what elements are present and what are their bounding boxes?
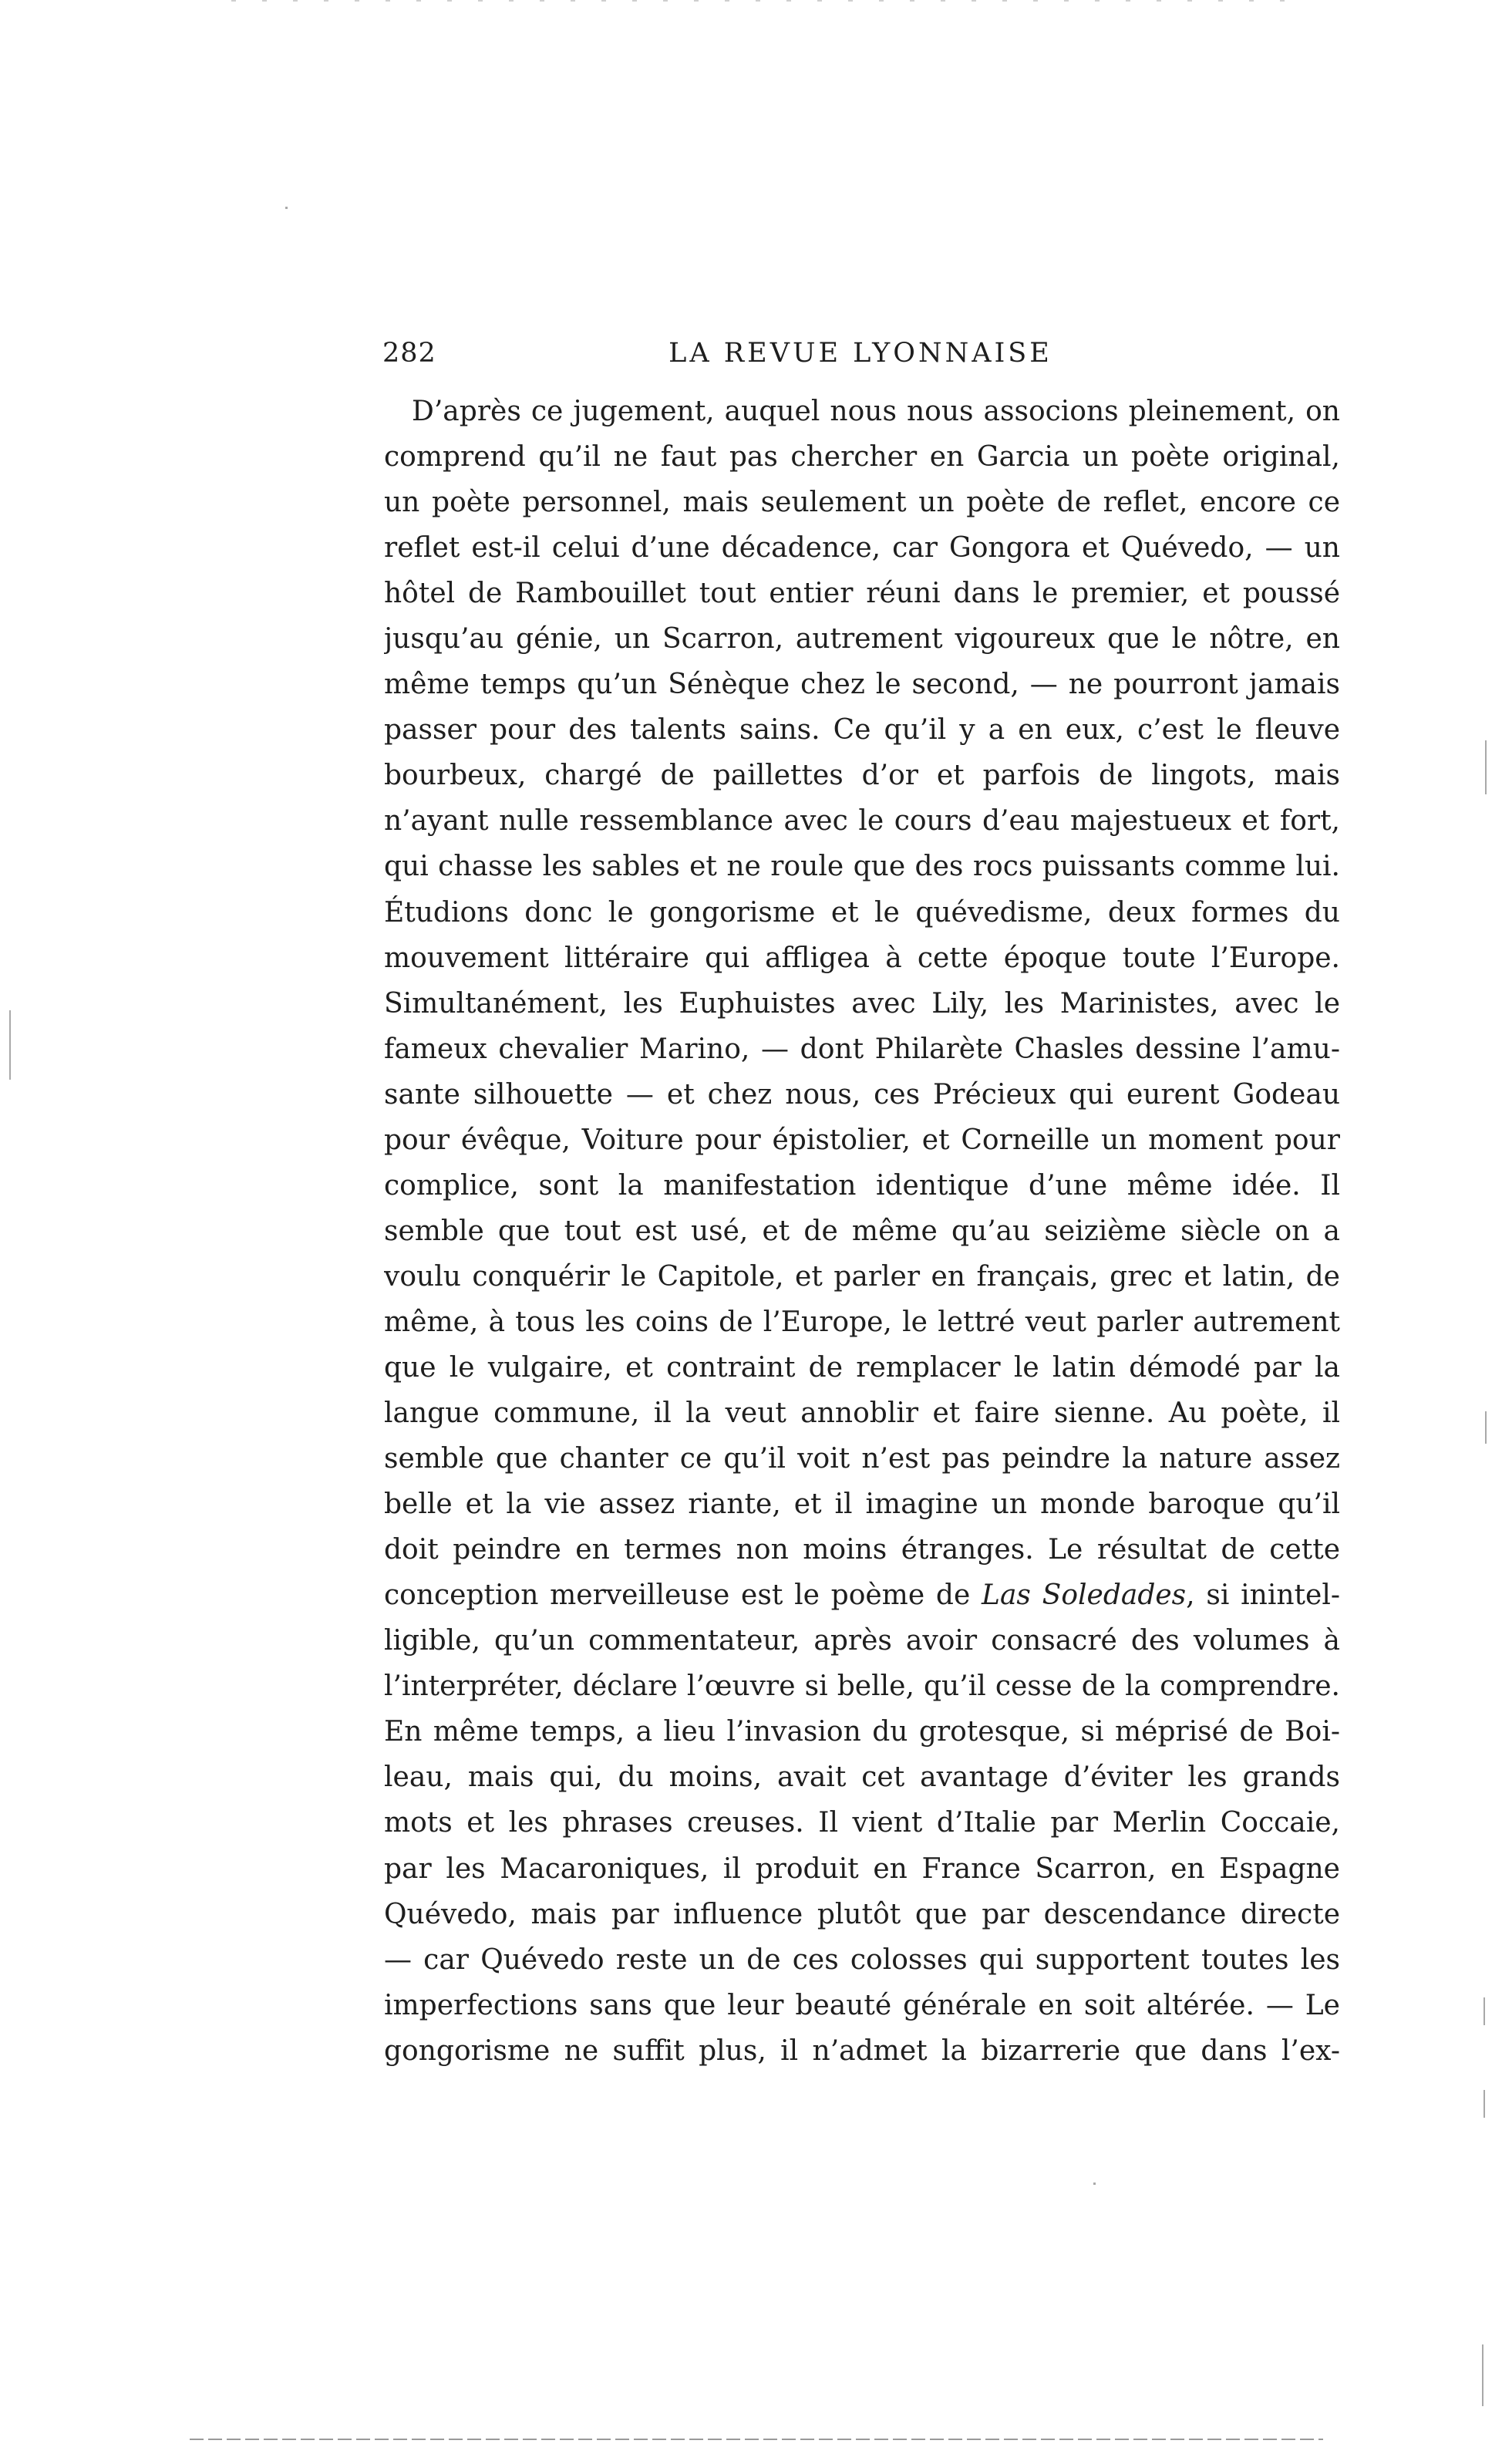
text-line: ligible, qu’un commentateur, après avoir consacré des volumes à — [384, 1625, 1340, 1657]
page-header — [382, 330, 1339, 376]
text-line: sante silhouette — et chez nous, ces Précieux qui eurent Godeau — [384, 1078, 1340, 1111]
scan-dust-top — [231, 0, 1311, 2]
text-line: semble que chanter ce qu’il voit n’est pas peindre la nature assez — [384, 1443, 1340, 1475]
text-line: gongorisme ne suffit plus, il n’admet la bizarrerie que dans l’ex- — [384, 2034, 1340, 2067]
text-line: qui chasse les sables et ne roule que des rocs puissants comme lui. — [384, 851, 1340, 883]
scan-edge-bottom — [190, 2439, 1323, 2440]
text-line: leau, mais qui, du moins, avait cet avantage d’éviter les grands — [384, 1761, 1340, 1794]
text-line: En même temps, a lieu l’invasion du grotesque, si méprisé de Boi- — [384, 1716, 1340, 1748]
text-line: D’après ce jugement, auquel nous nous associons pleinement, on — [412, 396, 1340, 427]
body-text — [384, 389, 1340, 2074]
text-line: mots et les phrases creuses. Il vient d’Italie par Merlin Coccaie, — [384, 1807, 1340, 1839]
text-line: semble que tout est usé, et de même qu’au seizième siècle on a — [384, 1215, 1340, 1247]
text-line: fameux chevalier Marino, — dont Philarète Chasles dessine l’amu- — [384, 1033, 1340, 1065]
text-line: reflet est-il celui d’une décadence, car Gongora et Quévedo, — un — [384, 532, 1340, 565]
text-line: complice, sont la manifestation identique d’une même idée. Il — [384, 1169, 1340, 1202]
text-line: que le vulgaire, et contraint de remplacer le latin démodé par la — [384, 1351, 1340, 1384]
text-line: belle et la vie assez riante, et il imagine un monde baroque qu’il — [384, 1488, 1340, 1521]
text-line-start: conception merveilleuse est le poème de — [384, 1579, 982, 1612]
scan-mark — [1483, 1997, 1485, 2025]
text-line: langue commune, il la veut annoblir et faire sienne. Au poète, il — [384, 1397, 1340, 1430]
page-number: 282 — [382, 338, 436, 369]
text-line: imperfections sans que leur beauté générale en soit altérée. — Le — [384, 1989, 1340, 2021]
text-line: même, à tous les coins de l’Europe, le lettré veut parler autrement — [384, 1306, 1340, 1338]
text-line: un poète personnel, mais seulement un poète de reflet, encore ce — [384, 487, 1340, 519]
text-line: Étudions donc le gongorisme et le quévedisme, deux formes du — [384, 896, 1340, 929]
text-line: même temps qu’un Sénèque chez le second, — ne pourront jamais — [384, 669, 1340, 701]
text-line: voulu conquérir le Capitole, et parler en français, grec et latin, de — [384, 1260, 1340, 1293]
text-line: par les Macaroniques, il produit en France Scarron, en Espagne — [384, 1852, 1340, 1885]
text-line: doit peindre en termes non moins étranges. Le résultat de cette — [384, 1534, 1340, 1566]
scan-mark — [9, 1010, 11, 1080]
text-line: comprend qu’il ne faut pas chercher en Garcia un poète original, — [384, 441, 1340, 474]
text-line: pour évêque, Voiture pour épistolier, et Corneille un moment pour — [384, 1124, 1340, 1156]
scan-mark — [1483, 2090, 1485, 2118]
scan-mark — [285, 207, 288, 209]
scan-mark — [1482, 2344, 1483, 2406]
poem-title: Las Soledades — [982, 1579, 1187, 1612]
text-line: l’interpréter, déclare l’œuvre si belle, qu’il cesse de la comprendre. — [384, 1670, 1340, 1703]
text-line-with-title — [384, 1572, 1340, 1618]
scan-mark — [1485, 1411, 1487, 1444]
text-line-end: , si inintel- — [1186, 1579, 1340, 1612]
text-line: passer pour des talents sains. Ce qu’il y a en eux, c’est le fleuve — [384, 714, 1340, 747]
text-line: bourbeux, chargé de paillettes d’or et parfois de lingots, mais — [384, 760, 1340, 792]
scan-mark — [1093, 2183, 1096, 2185]
text-line: hôtel de Rambouillet tout entier réuni dans le premier, et poussé — [384, 578, 1340, 610]
text-line: jusqu’au génie, un Scarron, autrement vigoureux que le nôtre, en — [384, 623, 1340, 656]
text-line: n’ayant nulle ressemblance avec le cours d’eau majestueux et fort, — [384, 805, 1340, 838]
text-line: — car Quévedo reste un de ces colosses qui supportent toutes les — [384, 1943, 1340, 1976]
scan-mark — [1485, 740, 1487, 794]
running-title: LA REVUE LYONNAISE — [668, 338, 1052, 369]
text-line: Simultanément, les Euphuistes avec Lily, les Marinistes, avec le — [384, 987, 1340, 1020]
text-line: Quévedo, mais par influence plutôt que par descendance directe — [384, 1898, 1340, 1930]
text-line: mouvement littéraire qui affligea à cette époque toute l’Europe. — [384, 942, 1340, 974]
